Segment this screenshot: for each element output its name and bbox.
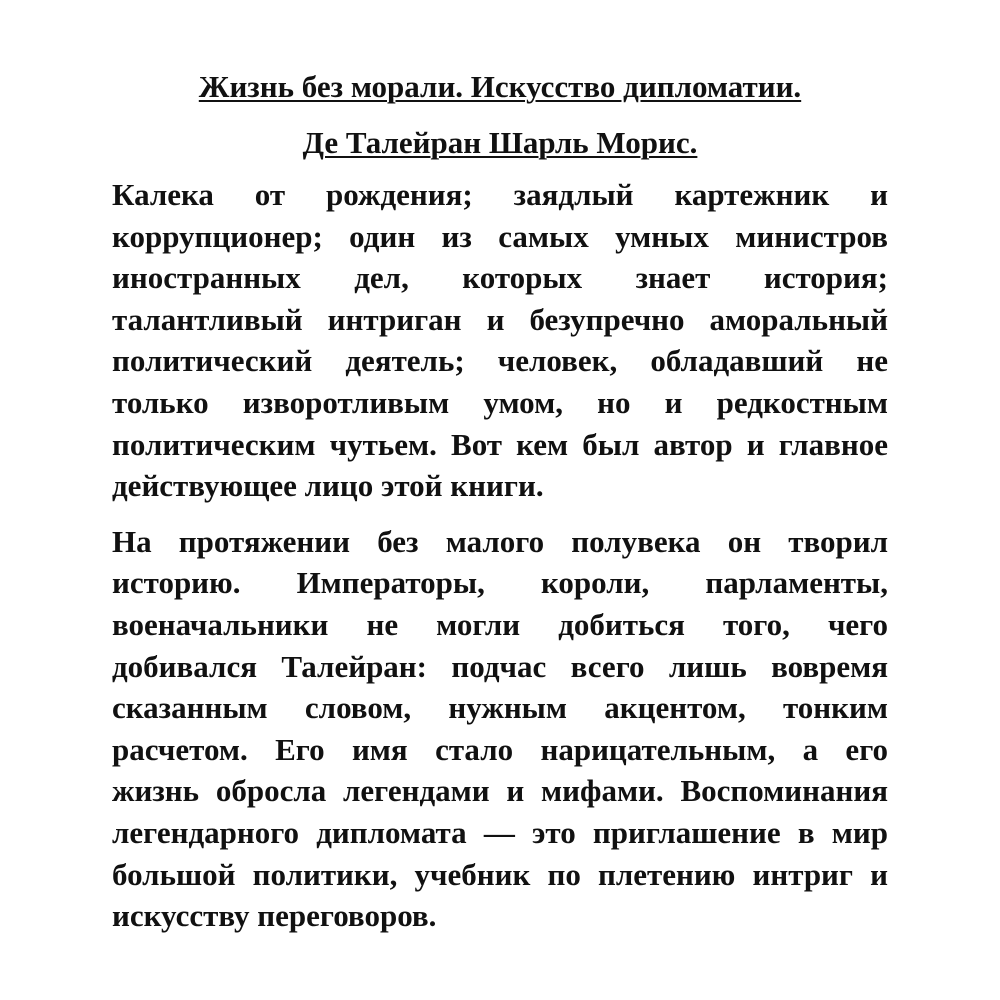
book-title: Жизнь без морали. Искусство дипломатии. [198, 69, 802, 104]
text-line: Калека от рождения; заядлый картежник и [112, 177, 888, 212]
text-line: иностранных дел, которых знает история; [112, 260, 888, 296]
text-line: искусству переговоров. [112, 898, 437, 934]
text-line: талантливый интриган и безупречно аморальный [112, 301, 888, 337]
text-line: На протяжении без малого полувека он творил [112, 523, 888, 559]
text-line: военачальники не могли добиться того, чего [112, 606, 888, 642]
text-line: только изворотливым умом, но и редкостным [112, 384, 888, 420]
text-line: историю. Императоры, короли, парламенты, [112, 565, 888, 601]
text-line: большой политики, учебник по плетению интриг и [112, 856, 888, 892]
paragraph-2 [112, 521, 888, 937]
paragraph-1 [112, 174, 888, 507]
text-line: легендарного дипломата — это приглашение в мир [112, 814, 888, 850]
text-line: политическим чутьем. Вот кем был автор и главное [112, 426, 888, 462]
text-line: жизнь обросла легендами и мифами. Воспоминания [112, 773, 888, 809]
text-line: сказанным словом, нужным акцентом, тонким [112, 690, 888, 726]
text-line: коррупционер; один из самых умных министров [112, 218, 888, 254]
text-line: действующее лицо этой книги. [112, 468, 544, 504]
text-line: расчетом. Его имя стало нарицательным, а его [112, 731, 888, 767]
author-name: Де Талейран Шарль Морис. [302, 125, 698, 160]
text-line: политический деятель; человек, обладавший не [112, 343, 888, 379]
document-page [112, 62, 888, 951]
text-line: добивался Талейран: подчас всего лишь вовремя [112, 648, 888, 684]
